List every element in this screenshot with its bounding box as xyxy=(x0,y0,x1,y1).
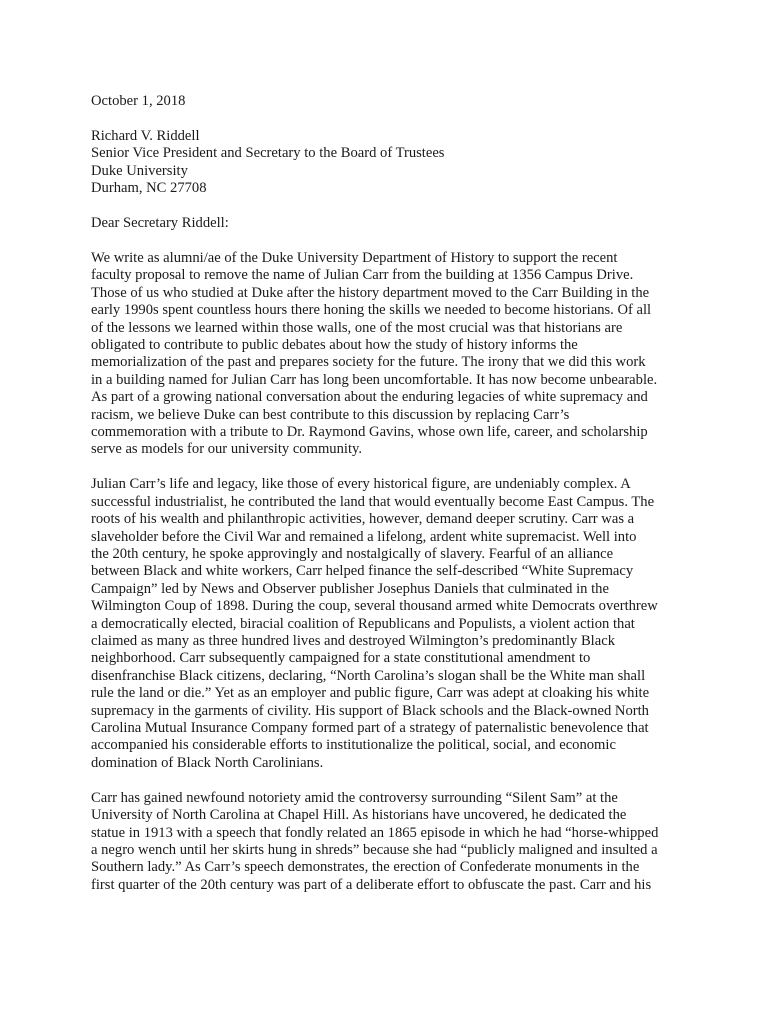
paragraph-line: accompanied his considerable efforts to institutionalize the political, social, and economic xyxy=(91,737,616,754)
recipient-city-state-zip: Durham, NC 27708 xyxy=(91,180,207,197)
paragraph-line: commemoration with a tribute to Dr. Raymond Gavins, whose own life, career, and scholarship xyxy=(91,424,648,440)
paragraph-3 xyxy=(91,790,713,894)
letter-body xyxy=(91,93,713,912)
recipient-address-block xyxy=(91,128,713,198)
paragraph-line: Campaign” led by News and Observer publisher Josephus Daniels that culminated in the xyxy=(91,580,609,597)
paragraph-line: Wilmington Coup of 1898. During the coup, several thousand armed white Democrats overthrew xyxy=(91,598,658,615)
paragraph-line: a democratically elected, biracial coalition of Republicans and Populists, a violent action that xyxy=(91,615,635,632)
salutation: Dear Secretary Riddell: xyxy=(91,215,229,232)
paragraph-2 xyxy=(91,476,713,772)
paragraph-line: roots of his wealth and philanthropic activities, however, demand deeper scrutiny. Carr was a xyxy=(91,511,635,528)
paragraph-line: As part of a growing national conversation about the enduring legacies of white supremacy and xyxy=(91,389,648,406)
paragraph-line: slaveholder before the Civil War and remained a lifelong, ardent white supremacist. Well into xyxy=(91,528,637,545)
recipient-title: Senior Vice President and Secretary to the Board of Trustees xyxy=(91,145,445,162)
paragraph-1 xyxy=(91,250,713,459)
recipient-organization: Duke University xyxy=(91,162,188,179)
paragraph-line: Carr has gained newfound notoriety amid the controversy surrounding “Silent Sam” at the xyxy=(91,789,618,806)
letter-date: October 1, 2018 xyxy=(91,93,186,109)
paragraph-line: Southern lady.” As Carr’s speech demonstrates, the erection of Confederate monuments in the xyxy=(91,859,640,876)
paragraph-line: faculty proposal to remove the name of Julian Carr from the building at 1356 Campus Drive. xyxy=(91,267,634,284)
paragraph-line: disenfranchise Black citizens, declaring, “North Carolina’s slogan shall be the White man shall xyxy=(91,667,646,684)
paragraph-line: successful industrialist, he contributed the land that would eventually become East Campus. The xyxy=(91,493,655,510)
paragraph-line: Julian Carr’s life and legacy, like those of every historical figure, are undeniably complex. A xyxy=(91,476,631,493)
paragraph-line: statue in 1913 with a speech that fondly related an 1865 episode in which he had “horse-whipped xyxy=(91,824,659,841)
paragraph-line: rule the land or die.” Yet as an employer and public figure, Carr was adept at cloaking his white xyxy=(91,685,650,702)
paragraph-line: the 20th century, he spoke approvingly and nostalgically of slavery. Fearful of an alliance xyxy=(91,545,614,562)
paragraph-line: domination of Black North Carolinians. xyxy=(91,754,324,771)
paragraph-line: between Black and white workers, Carr helped finance the self-described “White Supremacy xyxy=(91,563,634,580)
paragraph-line: serve as models for our university community. xyxy=(91,441,363,458)
paragraph-line: memorialization of the past and prepares society for the future. The irony that we did this work xyxy=(91,354,646,371)
paragraph-line: of the lessons we learned within those walls, one of the most crucial was that historians are xyxy=(91,319,623,336)
paragraph-line: a negro wench until her skirts hung in shreds” because she had “publicly maligned and insulted a xyxy=(91,841,658,858)
paragraph-line: neighborhood. Carr subsequently campaigned for a state constitutional amendment to xyxy=(91,650,591,667)
paragraph-line: supremacy in the garments of civility. His support of Black schools and the Black-owned North xyxy=(91,702,649,719)
paragraph-line: racism, we believe Duke can best contribute to this discussion by replacing Carr’s xyxy=(91,406,570,423)
recipient-name: Richard V. Riddell xyxy=(91,127,200,144)
paragraph-line: We write as alumni/ae of the Duke University Department of History to support the recent xyxy=(91,249,618,266)
paragraph-line: first quarter of the 20th century was part of a deliberate effort to obfuscate the past. Carr and his xyxy=(91,876,652,893)
paragraph-line: Carolina Mutual Insurance Company formed part of a strategy of paternalistic benevolence that xyxy=(91,720,649,736)
paragraph-line: claimed as many as three hundred lives and destroyed Wilmington’s predominantly Black xyxy=(91,632,615,649)
paragraph-line: early 1990s spent countless hours there honing the skills we needed to become historians. Of all xyxy=(91,302,652,319)
paragraph-line: Those of us who studied at Duke after the history department moved to the Carr Building in the xyxy=(91,284,650,301)
paragraph-line: obligated to contribute to public debates about how the study of history informs the xyxy=(91,336,578,353)
paragraph-line: in a building named for Julian Carr has long been uncomfortable. It has now become unbearable. xyxy=(91,371,658,388)
paragraph-line: University of North Carolina at Chapel Hill. As historians have uncovered, he dedicated the xyxy=(91,807,627,824)
